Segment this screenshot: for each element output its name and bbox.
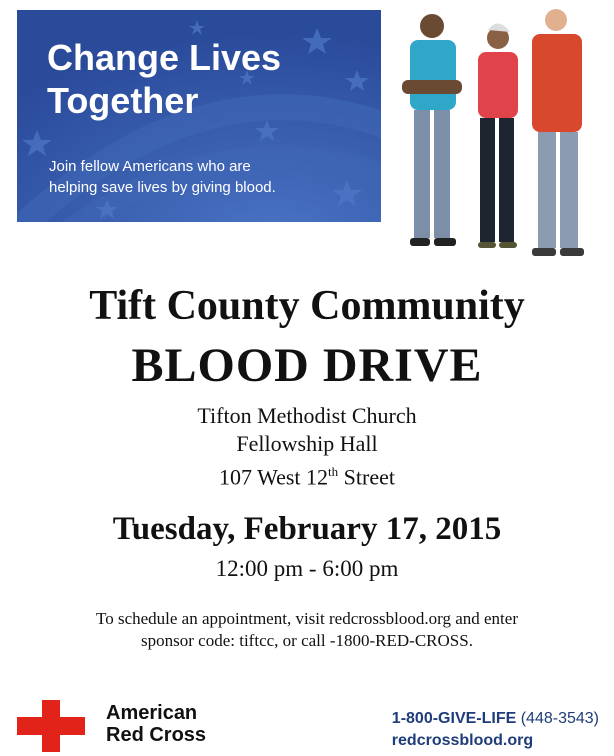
promo-banner xyxy=(17,10,381,222)
banner-headline-line1: Change Lives xyxy=(47,37,282,78)
banner-subtitle-line1: Join fellow Americans who are xyxy=(49,158,251,175)
person-left-figure xyxy=(402,14,462,246)
org-name-line2: Red Cross xyxy=(106,724,207,746)
banner-subtitle xyxy=(49,156,349,198)
appointment-note-line1: To schedule an appointment, visit redcrossblood.org and enter xyxy=(96,609,518,628)
person-right-figure xyxy=(532,9,584,256)
venue-name: Tifton Methodist Church xyxy=(197,403,417,428)
phone-number: (448-3543) xyxy=(516,710,599,727)
appointment-note-line2: sponsor code: tiftcc, or call -1800-RED-CROSS. xyxy=(141,631,473,650)
donors-photo xyxy=(392,6,604,264)
banner-headline-line2: Together xyxy=(47,80,199,121)
address-ordinal: th xyxy=(328,464,339,479)
event-time: 12:00 pm - 6:00 pm xyxy=(215,556,399,581)
event-title-county: Tift County Community xyxy=(89,283,525,329)
venue-address xyxy=(0,458,614,491)
red-cross-wordmark xyxy=(106,702,206,746)
venue-block xyxy=(0,402,614,491)
event-date: Tuesday, February 17, 2015 xyxy=(112,511,502,547)
venue-hall: Fellowship Hall xyxy=(236,431,378,456)
banner-headline xyxy=(47,36,281,122)
address-main: 107 West 12 xyxy=(219,464,329,490)
phone-mnemonic: 1-800-GIVE-LIFE xyxy=(391,710,517,727)
banner-subtitle-line2: helping save lives by giving blood. xyxy=(49,179,276,196)
event-title-blood-drive: BLOOD DRIVE xyxy=(131,339,483,392)
address-street: Street xyxy=(338,464,395,490)
phone-line[interactable] xyxy=(392,708,599,730)
red-cross-logo-icon xyxy=(17,700,85,752)
website-link[interactable]: redcrossblood.org xyxy=(391,732,534,749)
person-middle-figure xyxy=(478,23,518,248)
contact-block xyxy=(392,708,599,752)
appointment-note xyxy=(0,608,614,652)
org-name-line1: American xyxy=(106,702,198,724)
